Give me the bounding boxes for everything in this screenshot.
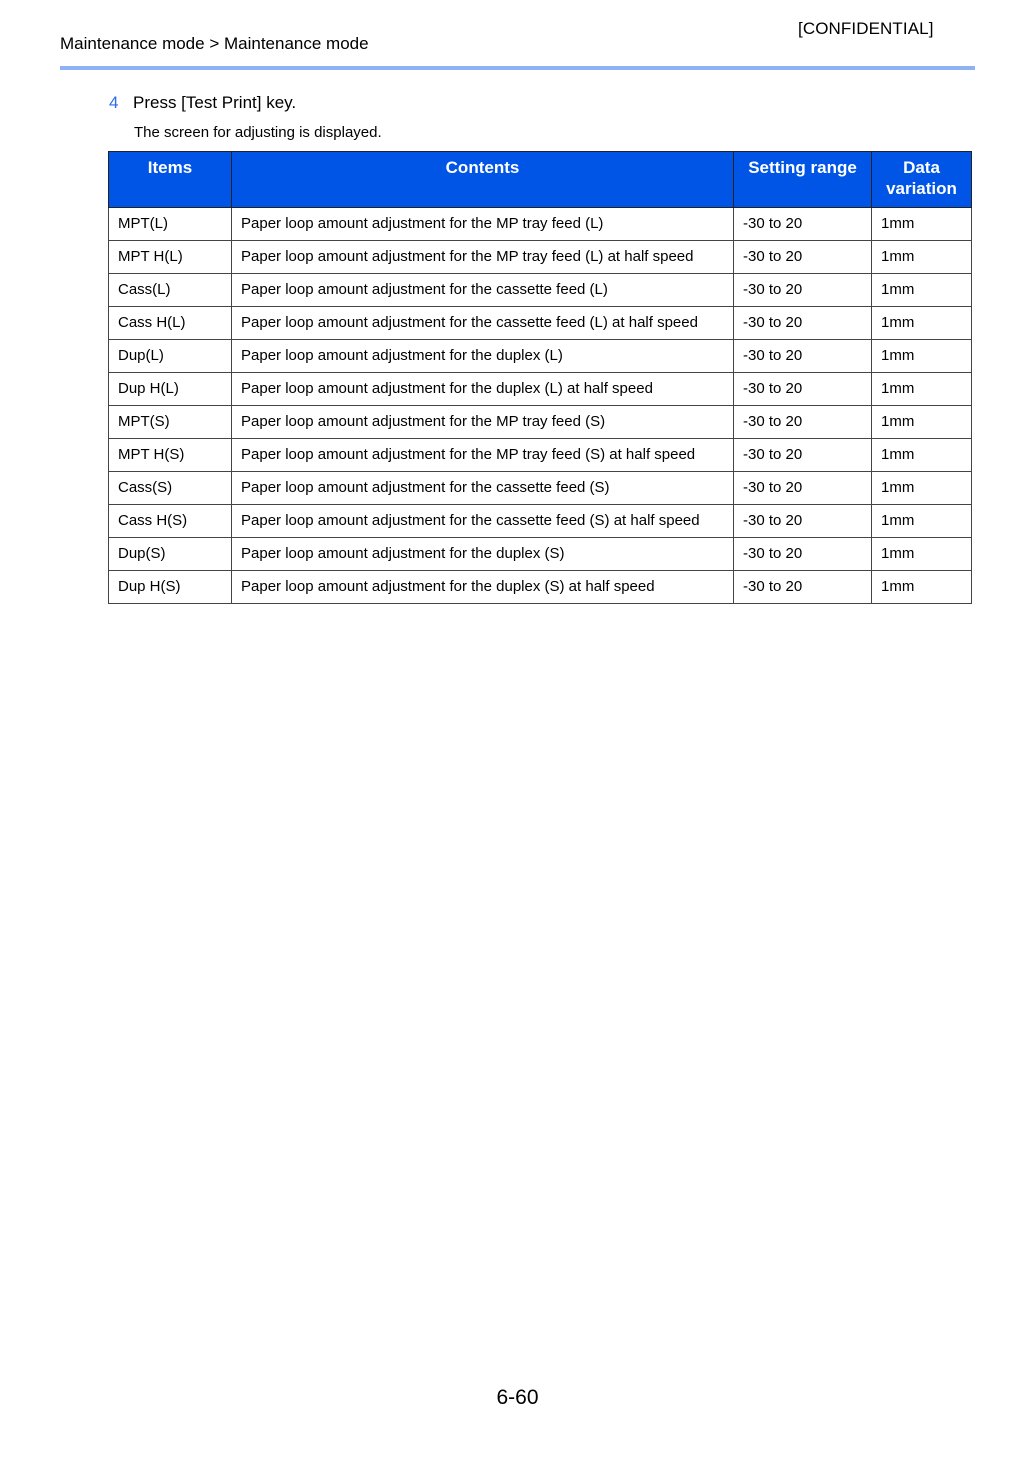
- table-row: [109, 274, 972, 307]
- cell-item: MPT H(L): [109, 241, 232, 274]
- adjustment-table: [108, 151, 972, 604]
- cell-setting-range: -30 to 20: [734, 241, 872, 274]
- table-row: [109, 241, 972, 274]
- cell-setting-range: -30 to 20: [734, 208, 872, 241]
- cell-item: MPT(L): [109, 208, 232, 241]
- table-row: [109, 439, 972, 472]
- cell-data-variation: 1mm: [872, 208, 972, 241]
- cell-setting-range: -30 to 20: [734, 373, 872, 406]
- cell-setting-range: -30 to 20: [734, 505, 872, 538]
- cell-data-variation: 1mm: [872, 538, 972, 571]
- cell-item: Dup(L): [109, 340, 232, 373]
- breadcrumb: Maintenance mode > Maintenance mode: [60, 34, 369, 53]
- cell-data-variation: 1mm: [872, 571, 972, 604]
- cell-contents: Paper loop amount adjustment for the cassette feed (S): [232, 472, 734, 505]
- cell-contents: Paper loop amount adjustment for the duplex (L): [232, 340, 734, 373]
- cell-data-variation: 1mm: [872, 373, 972, 406]
- table-row: [109, 505, 972, 538]
- cell-data-variation: 1mm: [872, 472, 972, 505]
- cell-setting-range: -30 to 20: [734, 406, 872, 439]
- header-setting-range: Setting range: [734, 152, 872, 208]
- cell-item: Cass H(L): [109, 307, 232, 340]
- table-row: [109, 538, 972, 571]
- cell-setting-range: -30 to 20: [734, 274, 872, 307]
- cell-setting-range: -30 to 20: [734, 307, 872, 340]
- table-row: [109, 340, 972, 373]
- cell-contents: Paper loop amount adjustment for the MP tray feed (L) at half speed: [232, 241, 734, 274]
- header-items: Items: [109, 152, 232, 208]
- cell-setting-range: -30 to 20: [734, 571, 872, 604]
- header-contents: Contents: [232, 152, 734, 208]
- cell-item: MPT H(S): [109, 439, 232, 472]
- table-row: [109, 307, 972, 340]
- cell-data-variation: 1mm: [872, 505, 972, 538]
- table-header-row: [109, 152, 972, 208]
- table-row: [109, 406, 972, 439]
- cell-data-variation: 1mm: [872, 307, 972, 340]
- table-row: [109, 472, 972, 505]
- header-divider: [60, 66, 975, 70]
- cell-contents: Paper loop amount adjustment for the MP tray feed (S): [232, 406, 734, 439]
- page-number: 6-60: [496, 1386, 539, 1409]
- cell-contents: Paper loop amount adjustment for the duplex (L) at half speed: [232, 373, 734, 406]
- cell-contents: Paper loop amount adjustment for the MP tray feed (S) at half speed: [232, 439, 734, 472]
- cell-item: Dup H(L): [109, 373, 232, 406]
- cell-item: Dup H(S): [109, 571, 232, 604]
- cell-data-variation: 1mm: [872, 340, 972, 373]
- cell-data-variation: 1mm: [872, 406, 972, 439]
- step-text: Press [Test Print] key.: [133, 93, 297, 112]
- cell-setting-range: -30 to 20: [734, 439, 872, 472]
- cell-item: Cass H(S): [109, 505, 232, 538]
- confidential-label: [CONFIDENTIAL]: [798, 19, 934, 38]
- step-instruction: [109, 93, 296, 113]
- table-row: [109, 208, 972, 241]
- cell-data-variation: 1mm: [872, 274, 972, 307]
- cell-contents: Paper loop amount adjustment for the MP tray feed (L): [232, 208, 734, 241]
- cell-item: Cass(L): [109, 274, 232, 307]
- table-body: [109, 208, 972, 604]
- cell-data-variation: 1mm: [872, 241, 972, 274]
- cell-contents: Paper loop amount adjustment for the cassette feed (L): [232, 274, 734, 307]
- table-row: [109, 373, 972, 406]
- cell-data-variation: 1mm: [872, 439, 972, 472]
- cell-contents: Paper loop amount adjustment for the duplex (S): [232, 538, 734, 571]
- cell-contents: Paper loop amount adjustment for the cassette feed (S) at half speed: [232, 505, 734, 538]
- table-row: [109, 571, 972, 604]
- cell-setting-range: -30 to 20: [734, 538, 872, 571]
- cell-item: MPT(S): [109, 406, 232, 439]
- cell-setting-range: -30 to 20: [734, 340, 872, 373]
- cell-item: Cass(S): [109, 472, 232, 505]
- step-number: 4: [109, 93, 119, 112]
- header-data-variation: Data variation: [872, 152, 972, 208]
- cell-contents: Paper loop amount adjustment for the duplex (S) at half speed: [232, 571, 734, 604]
- cell-setting-range: -30 to 20: [734, 472, 872, 505]
- step-description: The screen for adjusting is displayed.: [134, 124, 382, 141]
- cell-item: Dup(S): [109, 538, 232, 571]
- cell-contents: Paper loop amount adjustment for the cassette feed (L) at half speed: [232, 307, 734, 340]
